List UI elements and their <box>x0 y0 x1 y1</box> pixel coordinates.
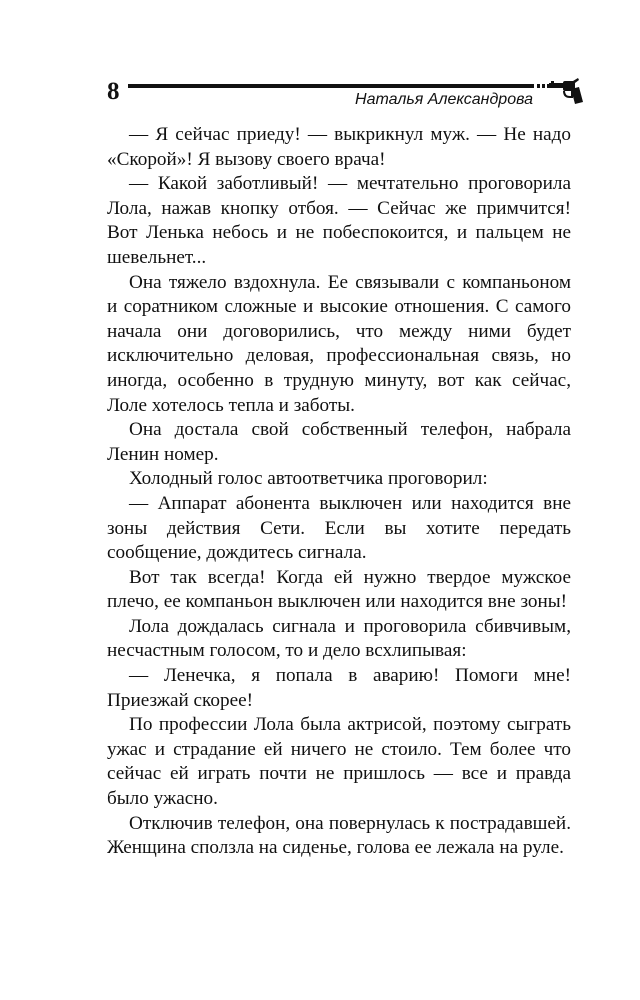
paragraph: Лола дождалась сигнала и проговорила сбивчивым, несчастным голосом, то и дело всхлипывая: <box>107 615 571 662</box>
running-header <box>0 0 640 120</box>
paragraph: Холодный голос автоответчика проговорил: <box>129 468 488 490</box>
running-header-author: Наталья Александрова <box>355 91 533 108</box>
paragraph: — Ленечка, я попала в аварию! Помоги мне! Приезжай скорее! <box>107 665 571 711</box>
paragraph: Она тяжело вздохнула. Ее связывали с компаньоном и соратником сложные и высокие отношения. С самого начала они договорились, что между ними будет исключительно деловая, профессиональная связь, но иногда, особенно в трудную минуту, вот как сейчас, Лоле хотелось тепла и заботы. <box>107 271 571 416</box>
paragraph: Она достала свой собственный телефон, набрала Ленин номер. <box>107 419 571 465</box>
page-number: 8 <box>107 78 120 105</box>
paragraph: — Аппарат абонента выключен или находится вне зоны действия Сети. Если вы хотите передать сообщение, дождитесь сигнала. <box>107 492 571 564</box>
paragraph: Отключив телефон, она повернулась к пострадавшей. Женщина сползла на сиденье, голова ее лежала на руле. <box>107 812 571 859</box>
paragraph: — Какой заботливый! — мечтательно проговорила Лола, нажав кнопку отбоя. — Сейчас же примчится! Вот Ленька небось и не побеспокоится, и пальцем не шевельнет... <box>107 173 571 268</box>
body-text <box>107 123 571 861</box>
header-rule <box>128 84 534 88</box>
paragraph: — Я сейчас приеду! — выкрикнул муж. — Не надо «Скорой»! Я вызову своего врача! <box>107 124 571 170</box>
revolver-icon <box>549 78 583 104</box>
paragraph: Вот так всегда! Когда ей нужно твердое мужское плечо, ее компаньон выключен или находится вне зоны! <box>107 566 571 613</box>
paragraph: По профессии Лола была актрисой, поэтому сыграть ужас и страдание ей ничего не стоило. Тем более что сейчас ей играть почти не пришлось — все и правда было ужасно. <box>107 714 571 810</box>
